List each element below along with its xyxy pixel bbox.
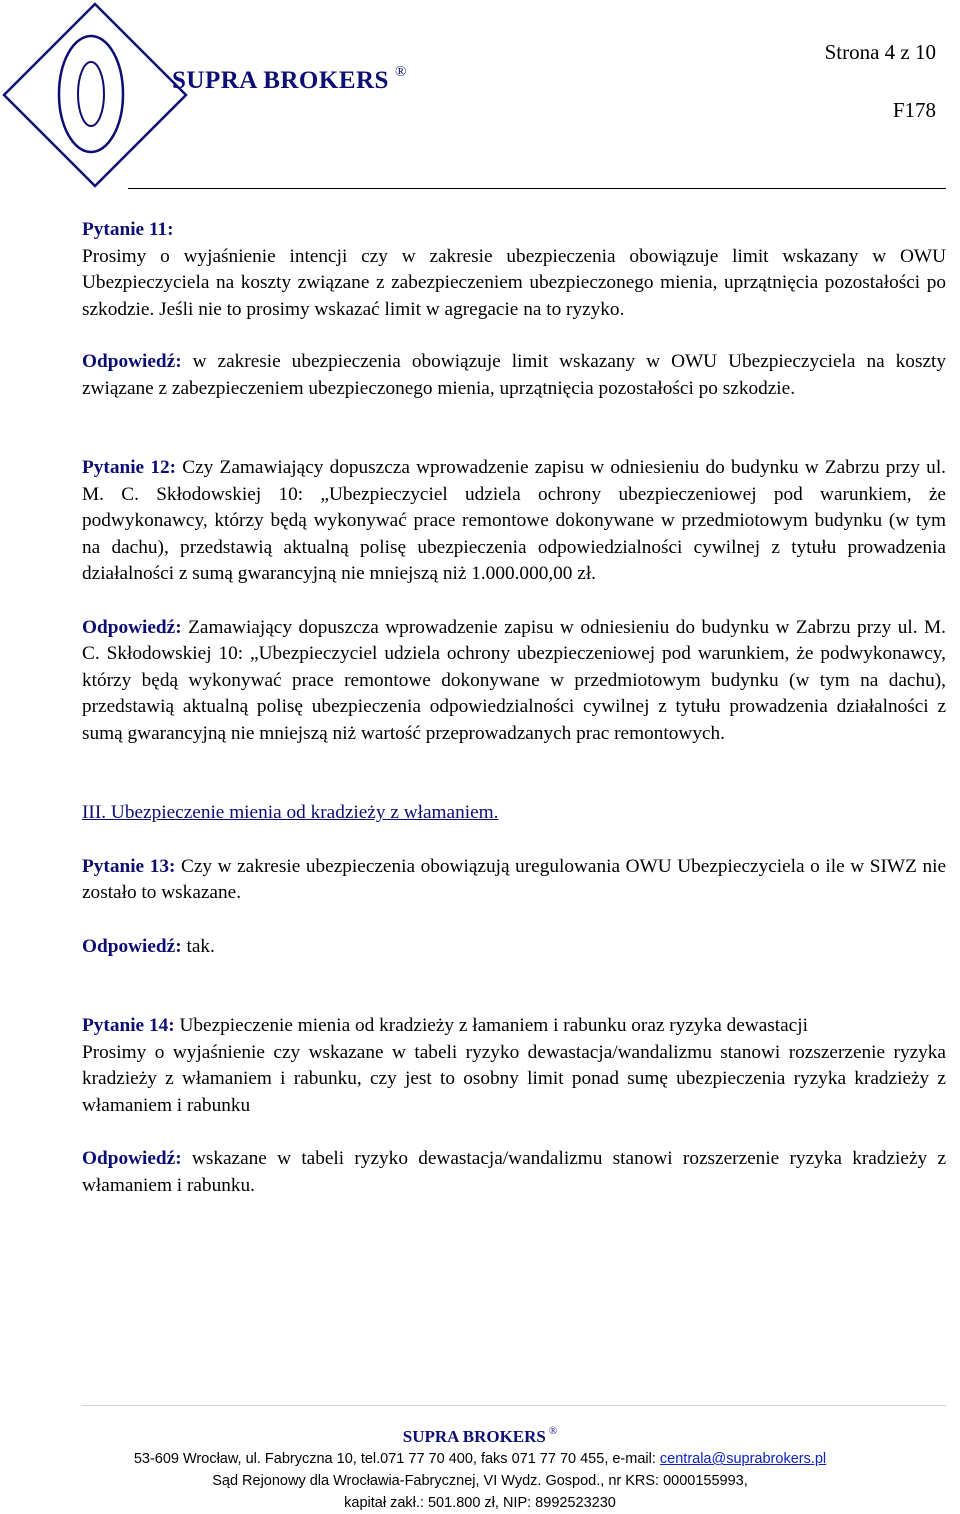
q14-label: Pytanie 14: xyxy=(82,1015,175,1036)
q13-label: Pytanie 13: xyxy=(82,855,176,877)
header-divider xyxy=(128,188,946,189)
document-body xyxy=(82,217,946,1199)
supra-brokers-logo-icon xyxy=(0,0,190,190)
q13-answer-text: tak. xyxy=(181,935,215,957)
q14-answer xyxy=(82,1146,946,1199)
footer-brand-text: SUPRA BROKERS xyxy=(402,1427,546,1446)
q13-answer-label: Odpowiedź: xyxy=(82,935,182,957)
q11-title: Pytanie 11: xyxy=(82,219,174,240)
header-registered-mark: ® xyxy=(394,64,407,80)
q11-answer-label: Odpowiedź: xyxy=(82,351,182,372)
page-number: Strona 4 z 10 xyxy=(824,40,936,64)
q11-answer xyxy=(82,349,946,402)
q14-text-2: Prosimy o wyjaśnienie czy wskazane w tabeli ryzyko dewastacja/wandalizmu stanowi rozszerzenie ryzyka kradzieży z włamaniem i rabunku, czy jest to osobny limit ponad sumę ubezpieczenia ryzyka kradzieży z włamaniem i rabunku xyxy=(82,1041,946,1116)
q12-answer xyxy=(82,615,946,748)
section-3-heading: III. Ubezpieczenie mienia od kradzieży z włamaniem. xyxy=(82,802,499,823)
footer-address: 53-609 Wrocław, ul. Fabryczna 10, tel.071 77 70 400, faks 071 77 70 455, e-mail: xyxy=(133,1451,660,1467)
q13-block xyxy=(82,854,946,907)
q12-answer-label: Odpowiedź: xyxy=(82,616,182,638)
footer-divider xyxy=(82,1405,946,1406)
q14-text: Ubezpieczenie mienia od kradzieży z łamaniem i rabunku oraz ryzyka dewastacji xyxy=(174,1015,808,1036)
q14-answer-label: Odpowiedź: xyxy=(82,1148,182,1169)
header-brand xyxy=(172,64,407,95)
header-brand-text: SUPRA BROKERS xyxy=(172,67,389,94)
footer-brand xyxy=(0,1420,960,1448)
q13-text: Czy w zakresie ubezpieczenia obowiązują uregulowania OWU Ubezpieczyciela o ile w SIWZ nie zostało to wskazane. xyxy=(82,855,947,903)
form-code: F178 xyxy=(892,98,936,122)
q12-label: Pytanie 12: xyxy=(82,457,177,478)
footer-court: Sąd Rejonowy dla Wrocławia-Fabrycznej, VI Wydz. Gospod., nr KRS: 0000155993, xyxy=(212,1473,748,1489)
footer-capital: kapitał zakł.: 501.800 zł, NIP: 8992523230 xyxy=(344,1495,616,1511)
footer-address-line xyxy=(0,1448,960,1470)
q14-block xyxy=(82,1013,946,1040)
footer xyxy=(0,1420,960,1514)
q11-block xyxy=(82,217,946,323)
footer-email-link[interactable]: centrala@suprabrokers.pl xyxy=(659,1451,827,1467)
q14-answer-text: wskazane w tabeli ryzyko dewastacja/wandalizmu stanowi rozszerzenie ryzyka kradzieży z włamaniem i rabunku. xyxy=(82,1148,946,1196)
q12-text: Czy Zamawiający dopuszcza wprowadzenie zapisu w odniesieniu do budynku w Zabrzu przy ul. M. C. Skłodowskiej 10: „Ubezpieczyciel udziela ochrony ubezpieczeniowej pod warunkiem, że podwykonawcy, którzy będą wykonywać prace remontowe dokonywane w przedmiotowym budynku (w tym na dachu), przedstawią aktualną polisę ubezpieczenia odpowiedzialności cywilnej z tytułu prowadzenia działalności z sumą gwarancyjną nie mniejszą niż 1.000.000,00 zł. xyxy=(82,457,946,584)
q12-answer-text: Zamawiający dopuszcza wprowadzenie zapisu w odniesieniu do budynku w Zabrzu przy ul. M. C. Skłodowskiej 10: „Ubezpieczyciel udziela ochrony ubezpieczeniowej pod warunkiem, że podwykonawcy, którzy będą wykonywać prace remontowe dokonywane w przedmiotowym budynku (w tym na dachu), przedstawią aktualną polisę ubezpieczenia odpowiedzialności cywilnej z tytułu prowadzenia działalności z sumą gwarancyjną nie mniejszą niż wartość przeprowadzanych prac remontowych. xyxy=(82,616,946,744)
footer-registered-mark: ® xyxy=(548,1425,558,1437)
q11-answer-text: w zakresie ubezpieczenia obowiązuje limit wskazany w OWU Ubezpieczyciela na koszty związane z zabezpieczeniem ubezpieczonego mienia, uprzątnięcia pozostałości po szkodzie. xyxy=(82,351,946,399)
q11-text: Prosimy o wyjaśnienie intencji czy w zakresie ubezpieczenia obowiązuje limit wskazany w OWU Ubezpieczyciela na koszty związane z zabezpieczeniem ubezpieczonego mienia, uprzątnięcia pozostałości po szkodzie. Jeśli nie to prosimy wskazać limit w agregacie na to ryzyko. xyxy=(82,245,946,320)
q13-answer xyxy=(82,934,946,961)
q12-block xyxy=(82,455,946,588)
